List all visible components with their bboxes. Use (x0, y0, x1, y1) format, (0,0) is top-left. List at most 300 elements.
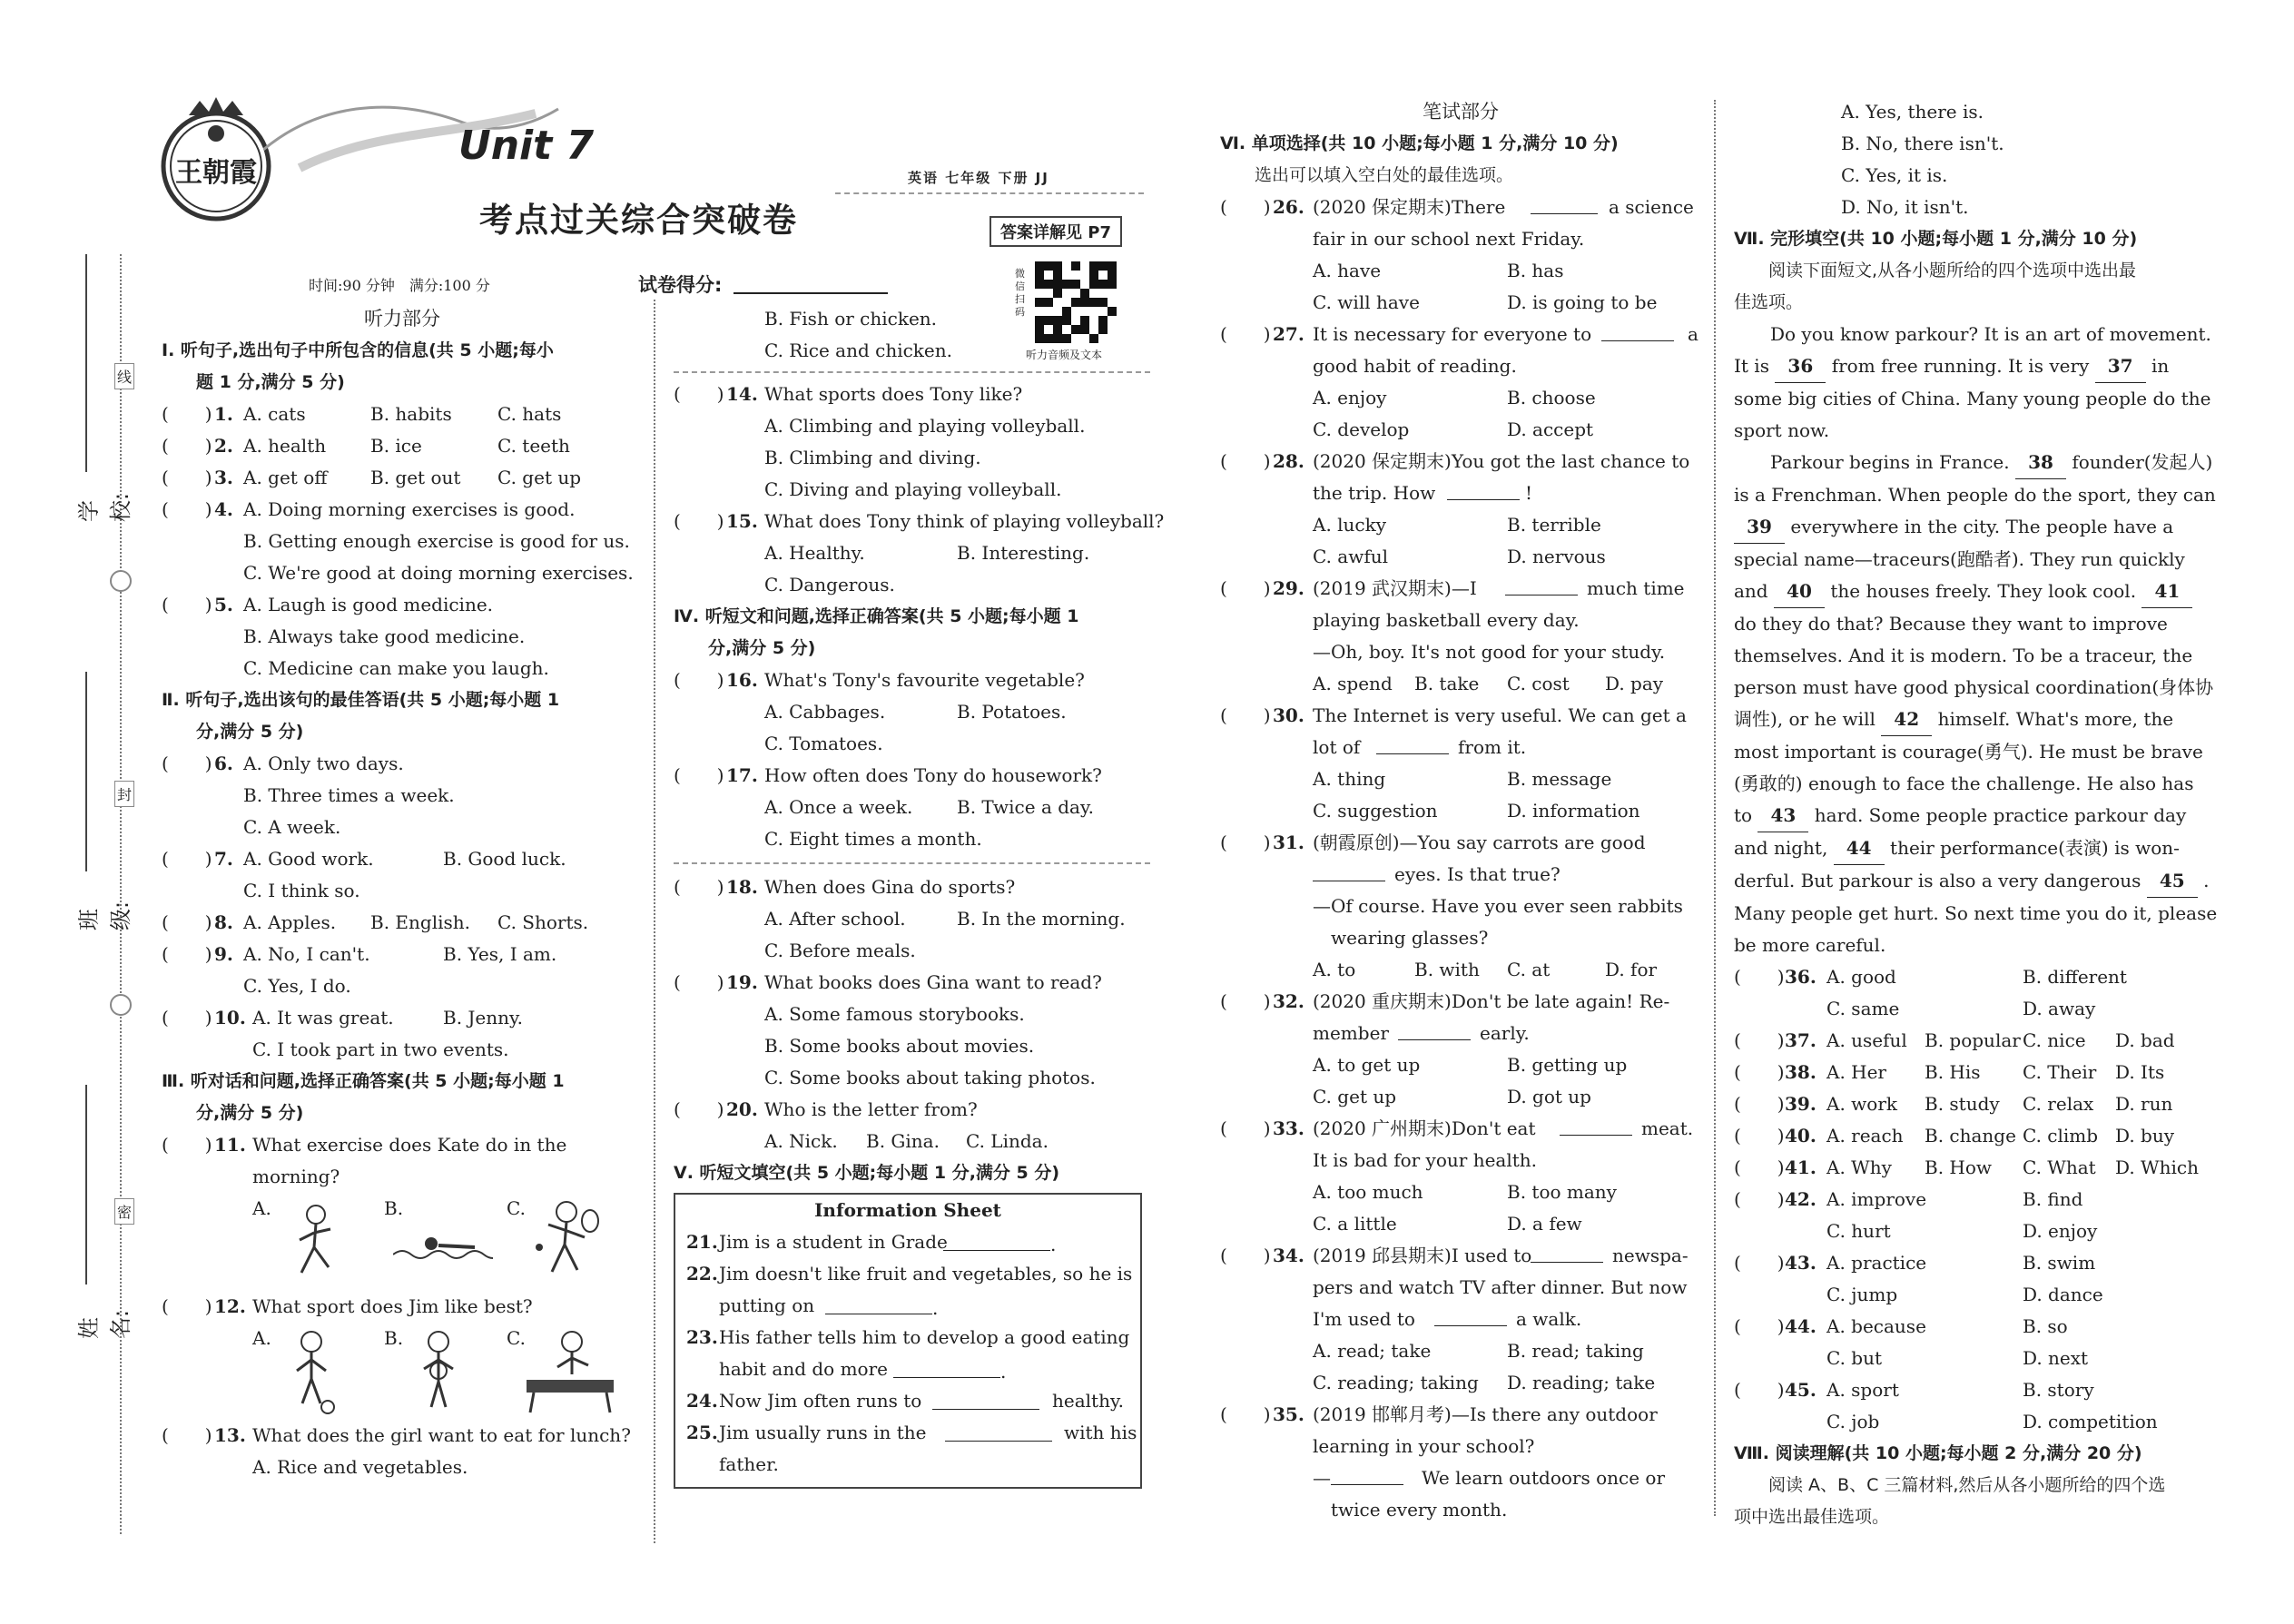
option-b[interactable]: B. ice (370, 435, 422, 457)
option-b[interactable]: B. swim (2023, 1252, 2096, 1274)
option-b[interactable]: B. has (1507, 260, 1564, 281)
option-c[interactable]: C. get up (497, 467, 582, 488)
option-b[interactable]: B. Twice a day. (957, 796, 1094, 818)
option-b[interactable]: B. Climbing and diving. (764, 447, 981, 468)
option-b[interactable]: B. too many (1507, 1181, 1617, 1203)
info-item-23: 23. His father tells him to develop a good eating habit and do more . (686, 1326, 1130, 1383)
option-c[interactable]: C. Some books about taking photos. (764, 1067, 1096, 1088)
option-c[interactable]: C. at (1507, 959, 1551, 980)
answer-paren[interactable]: ( ) (162, 753, 212, 774)
option-b[interactable]: B. Good luck. (443, 848, 566, 870)
option-d[interactable]: D. Its (2115, 1061, 2165, 1083)
option-c[interactable]: C. A week. (243, 816, 341, 838)
option-b[interactable]: B. Getting enough exercise is good for us. (243, 530, 630, 552)
class-field[interactable] (71, 672, 133, 971)
option-a[interactable]: A. Rice and vegetables. (252, 1456, 468, 1478)
football-boy-image[interactable] (284, 1329, 339, 1415)
option-a[interactable]: A. because (1826, 1315, 1926, 1337)
option-c[interactable]: C. (507, 1197, 526, 1219)
info-item-21: 21. Jim is a student in Grade . (675, 1226, 1140, 1258)
cloze-options (1734, 961, 2224, 1438)
answer-paren[interactable]: ( ) (1734, 1029, 1785, 1051)
option-a[interactable]: A. sport (1826, 1379, 1899, 1401)
blank-21[interactable] (943, 1226, 1050, 1251)
option-c[interactable]: C. a little (1313, 1213, 1397, 1235)
option-b[interactable]: B. read; taking (1507, 1340, 1644, 1362)
answer-paren[interactable]: ( ) (1734, 1156, 1785, 1178)
option-d[interactable]: D. Which (2115, 1156, 2199, 1178)
section-3-title: Ⅲ. 听对话和问题,选择正确答案(共 5 小题;每小题 1 (162, 1071, 565, 1091)
option-a[interactable]: A. Why (1826, 1156, 1892, 1178)
blank-35[interactable] (1331, 1462, 1403, 1485)
information-sheet (674, 1193, 1142, 1489)
option-c[interactable]: C. Diving and playing volleyball. (764, 478, 1062, 500)
option-d[interactable]: D. a few (1507, 1213, 1582, 1235)
passage-line: Many people get hurt. So next time you do it, please (1734, 902, 2218, 924)
option-a[interactable]: A. to get up (1313, 1054, 1421, 1076)
option-c[interactable]: C. We're good at doing morning exercises. (243, 562, 634, 584)
option-c[interactable]: C. same (1826, 998, 1900, 1019)
column-divider (654, 300, 655, 1543)
option-b[interactable]: B. His (1925, 1061, 1981, 1083)
option-d[interactable]: D. enjoy (2023, 1220, 2098, 1242)
cloze-question-36 (1734, 961, 2224, 1025)
blank-45[interactable]: 45 (2147, 865, 2198, 898)
option-b[interactable]: B. Jenny. (443, 1007, 524, 1029)
option-a[interactable]: A. Once a week. (764, 796, 913, 818)
section-7-instruction-cont: 佳选项。 (1734, 292, 1804, 312)
answer-paren[interactable]: ( ) (162, 911, 212, 933)
passage-line: derful. But parkour is also a very dangerous 45 . (1734, 865, 2224, 898)
blank-33[interactable] (1560, 1113, 1632, 1136)
option-a[interactable]: A. read; take (1313, 1340, 1432, 1362)
binding-hole (110, 570, 132, 592)
answer-paren[interactable]: ( ) (1220, 1117, 1271, 1139)
cloze-passage (1734, 319, 2224, 961)
option-c[interactable]: C. develop (1313, 418, 1410, 440)
answer-paren[interactable]: ( ) (162, 467, 212, 488)
question-17: ( ) 17. How often does Tony do housework? A. Once a week. B. Twice a day. C. Eight times a month. (674, 760, 1150, 855)
blank-34b[interactable] (1434, 1304, 1507, 1326)
listening-title: 听力部分 (364, 308, 440, 330)
option-b[interactable]: B. No, there isn't. (1841, 133, 2004, 154)
info-sheet-title: Information Sheet (814, 1199, 1001, 1221)
option-b[interactable]: B. Potatoes. (957, 701, 1067, 723)
passage-line: and night, 44 their performance(表演) is won- (1734, 832, 2224, 865)
option-c[interactable]: C. Rice and chicken. (764, 340, 952, 361)
answer-paren[interactable]: ( ) (1220, 196, 1271, 218)
seal-mark-seal: 封 (114, 781, 134, 807)
cloze-question-40 (1734, 1120, 2224, 1152)
option-b[interactable]: B. In the morning. (957, 908, 1126, 930)
option-c[interactable]: C. Yes, it is. (1841, 164, 1948, 186)
question-32: ( ) 32. (2020 重庆期末)Don't be late again! Re- member early. A. to get up B. getting up C. get up D. got up (1220, 986, 1701, 1113)
option-b[interactable]: B. Some books about movies. (764, 1035, 1035, 1057)
passage-line: sport now. (1734, 419, 1830, 441)
option-a[interactable]: A. to (1313, 959, 1356, 980)
option-c[interactable]: C. Dangerous. (764, 574, 895, 595)
blank-28[interactable] (1447, 477, 1520, 500)
answer-paren[interactable]: ( ) (1734, 1188, 1785, 1210)
option-b[interactable]: B. popular (1925, 1029, 2021, 1051)
answer-paren[interactable]: ( ) (1734, 1379, 1785, 1401)
cloze-question-41 (1734, 1152, 2224, 1184)
option-a[interactable]: A. Only two days. (243, 753, 404, 774)
score-field[interactable] (733, 292, 888, 294)
option-c[interactable]: C. Before meals. (764, 940, 916, 961)
option-a[interactable]: A. have (1313, 260, 1382, 281)
question-10: ( ) 10. A. It was great. B. Jenny. C. I took part in two events. (162, 1002, 643, 1066)
answer-paren[interactable]: ( ) (162, 1424, 212, 1446)
brand-logo-text: 王朝霞 (175, 157, 257, 189)
cloze-question-44 (1734, 1311, 2224, 1374)
option-d[interactable]: D. away (2023, 998, 2096, 1019)
option-c[interactable]: C. Linda. (966, 1130, 1049, 1152)
cloze-question-42 (1734, 1184, 2224, 1247)
answer-paren[interactable]: ( ) (1734, 1093, 1785, 1115)
answer-paren[interactable]: ( ) (162, 1134, 212, 1156)
option-a[interactable]: A. Healthy. (764, 542, 865, 564)
option-c[interactable]: C. I took part in two events. (252, 1038, 509, 1060)
answer-paren[interactable]: ( ) (1734, 1252, 1785, 1274)
option-b[interactable]: B. terrible (1507, 514, 1601, 536)
passage-line: It is 36 from free running. It is very 37 in (1734, 350, 2224, 383)
answer-paren[interactable]: ( ) (1220, 323, 1271, 345)
passage-line: some big cities of China. Many young people do the (1734, 388, 2211, 409)
question-15: ( ) 15. What does Tony think of playing volleyball? A. Healthy. B. Interesting. C. Dangerous. (674, 506, 1150, 601)
option-d[interactable]: D. run (2115, 1093, 2173, 1115)
passage-line: to 43 hard. Some people practice parkour day (1734, 800, 2224, 832)
option-c[interactable]: C. Their (2023, 1061, 2097, 1083)
passage-line: person must have good physical coordination(身体协 (1734, 676, 2214, 698)
option-c[interactable]: C. Medicine can make you laugh. (243, 657, 549, 679)
blank-31[interactable] (1313, 859, 1385, 881)
info-item-24: 24. Now Jim often runs to healthy. (675, 1385, 1140, 1417)
option-c[interactable]: C. Yes, I do. (243, 975, 351, 997)
option-c[interactable]: C. cost (1507, 673, 1570, 694)
question-14: ( ) 14. What sports does Tony like? A. Climbing and playing volleyball. B. Climbing and diving. C. Diving and playing volleyball. (674, 379, 1150, 506)
option-b[interactable]: B. Gina. (866, 1130, 940, 1152)
option-c[interactable]: C. Shorts. (497, 911, 589, 933)
section-7-instruction: 阅读下面短文,从各小题所给的四个选项中选出最 (1768, 261, 2137, 281)
blank-32[interactable] (1398, 1018, 1471, 1040)
blank-34a[interactable] (1531, 1240, 1603, 1263)
option-a[interactable]: A. useful (1826, 1029, 1907, 1051)
blank-29[interactable] (1505, 573, 1578, 595)
question-31: ( ) 31. (朝霞原创)—You say carrots are good eyes. Is that true? —Of course. Have you ever seen rabbits wearing glasses? A. to B. with C. at D. for (1220, 827, 1701, 986)
option-d[interactable]: D. reading; take (1507, 1372, 1656, 1393)
option-a[interactable]: A. thing (1313, 768, 1386, 790)
passage-line: themselves. And it is modern. To be a traceur, the (1734, 645, 2193, 666)
option-b[interactable]: B. story (2023, 1379, 2094, 1401)
option-b[interactable]: B. with (1414, 959, 1480, 980)
blank-22[interactable] (825, 1290, 932, 1314)
answer-paren[interactable]: ( ) (1734, 1061, 1785, 1083)
answer-paren[interactable]: ( ) (674, 764, 724, 786)
answer-paren[interactable]: ( ) (674, 1098, 724, 1120)
tennis-girl-image[interactable] (534, 1197, 602, 1279)
cloze-question-43 (1734, 1247, 2224, 1311)
option-a[interactable]: A. Apples. (243, 911, 337, 933)
option-d[interactable]: D. is going to be (1507, 291, 1658, 313)
question-16: ( ) 16. What's Tony's favourite vegetable? A. Cabbages. B. Potatoes. C. Tomatoes. (674, 664, 1150, 760)
option-d[interactable]: D. got up (1507, 1086, 1591, 1107)
passage-line: do they do that? Because they want to improve (1734, 613, 2168, 635)
option-c[interactable]: C. reading; taking (1313, 1372, 1479, 1393)
option-a[interactable]: A. cats (243, 403, 306, 425)
option-b[interactable]: B. change (1925, 1125, 2016, 1147)
option-c[interactable]: C. Eight times a month. (764, 828, 982, 850)
question-2: ( ) 2. A. health B. ice C. teeth (162, 430, 643, 462)
passage-line: special name—traceurs(跑酷者). They run quickly (1734, 548, 2185, 570)
option-c[interactable]: C. hurt (1826, 1220, 1891, 1242)
option-b[interactable]: B. How (1925, 1156, 1993, 1178)
option-c[interactable]: C. Tomatoes. (764, 733, 883, 754)
option-b[interactable]: B. Yes, I am. (443, 943, 557, 965)
option-a[interactable]: A. get off (243, 467, 328, 488)
blank-26[interactable] (1531, 192, 1598, 214)
option-b[interactable]: B. English. (370, 911, 470, 933)
answer-paren[interactable]: ( ) (674, 510, 724, 532)
option-c[interactable]: C. will have (1313, 291, 1420, 313)
question-4: ( ) 4. A. Doing morning exercises is good. B. Getting enough exercise is good for us. C. We're good at doing morning exercises. (162, 494, 643, 589)
option-b[interactable]: B. message (1507, 768, 1612, 790)
blank-43[interactable]: 43 (1757, 800, 1808, 832)
option-b[interactable]: B. choose (1507, 387, 1596, 408)
option-a[interactable]: A. Good work. (243, 848, 374, 870)
option-a[interactable]: A. It was great. (252, 1007, 394, 1029)
option-a[interactable]: A. Some famous storybooks. (764, 1003, 1025, 1025)
option-a[interactable]: A. reach (1826, 1125, 1904, 1147)
option-b[interactable]: B. getting up (1507, 1054, 1628, 1076)
question-number: 38. (1785, 1061, 1816, 1083)
blank-30[interactable] (1376, 732, 1449, 754)
blank-25[interactable] (945, 1417, 1052, 1442)
blank-39[interactable]: 39 (1734, 511, 1785, 544)
blank-37[interactable]: 37 (2095, 350, 2146, 383)
section-6-instruction: 选出可以填入空白处的最佳选项。 (1255, 165, 1514, 185)
unit-title: Unit 7 (458, 123, 595, 169)
question-5: ( ) 5. A. Laugh is good medicine. B. Always take good medicine. C. Medicine can make you laugh. (162, 589, 643, 684)
question-6: ( ) 6. A. Only two days. B. Three times a week. C. A week. (162, 748, 643, 843)
answer-paren[interactable]: ( ) (162, 594, 212, 615)
answer-paren[interactable]: ( ) (674, 971, 724, 993)
passage-line: is a Frenchman. When people do the sport, they can (1734, 484, 2216, 506)
question-26: ( ) 26. (2020 保定期末)There a science fair in our school next Friday. A. have B. has C. will have D. is going to be (1220, 192, 1701, 319)
question-3: ( ) 3. A. get off B. get out C. get up (162, 462, 643, 494)
column-1 (162, 303, 643, 1483)
blank-38[interactable]: 38 (2015, 447, 2066, 479)
answer-paren[interactable]: ( ) (162, 943, 212, 965)
option-a[interactable]: A. Her (1826, 1061, 1886, 1083)
option-a[interactable]: A. Laugh is good medicine. (243, 594, 494, 615)
option-a[interactable]: A. No, I can't. (243, 943, 370, 965)
question-separator (674, 862, 1150, 864)
option-c[interactable]: C. climb (2023, 1125, 2099, 1147)
section-4-title: Ⅳ. 听短文和问题,选择正确答案(共 5 小题;每小题 1 (674, 606, 1079, 626)
option-a[interactable]: A. lucky (1313, 514, 1387, 536)
option-d[interactable]: D. dance (2023, 1284, 2103, 1305)
option-b[interactable]: B. Three times a week. (243, 784, 455, 806)
option-b[interactable]: B. Always take good medicine. (243, 625, 526, 647)
option-a[interactable]: A. practice (1826, 1252, 1927, 1274)
section-8-title: Ⅷ. 阅读理解(共 10 小题;每小题 2 分,满分 20 分) (1734, 1443, 2142, 1463)
seal-mark-line: 线 (114, 363, 134, 389)
option-d[interactable]: D. accept (1507, 418, 1594, 440)
option-c[interactable]: C. awful (1313, 546, 1389, 567)
question-11: ( ) 11. What exercise does Kate do in the morning? A. B. C. (162, 1129, 643, 1291)
question-number: 40. (1785, 1125, 1816, 1147)
section-1-title-cont: 题 1 分,满分 5 分) (196, 372, 345, 392)
blank-42[interactable]: 42 (1881, 704, 1932, 736)
option-a[interactable]: A. Cabbages. (764, 701, 886, 723)
basketball-boy-image[interactable] (411, 1329, 466, 1415)
option-a[interactable]: A. Yes, there is. (1841, 101, 1984, 123)
answer-paren[interactable]: ( ) (674, 383, 724, 405)
option-c[interactable]: C. suggestion (1313, 800, 1438, 822)
option-a[interactable]: A. spend (1313, 673, 1393, 694)
binding-hole (110, 994, 132, 1016)
option-a[interactable]: A. (252, 1327, 271, 1349)
answer-paren[interactable]: ( ) (1220, 832, 1271, 853)
passage-line: 调性), or he will 42 himself. What's more, the (1734, 704, 2224, 736)
option-d[interactable]: D. nervous (1507, 546, 1606, 567)
seal-mark-secret: 密 (114, 1198, 134, 1225)
option-d[interactable]: D. buy (2115, 1125, 2175, 1147)
option-b[interactable]: B. take (1414, 673, 1480, 694)
answer-paren[interactable]: ( ) (1734, 1315, 1785, 1337)
question-number: 41. (1785, 1156, 1816, 1178)
answer-paren[interactable]: ( ) (162, 1295, 212, 1317)
option-a[interactable]: A. good (1826, 966, 1896, 988)
question-1: ( ) 1. A. cats B. habits C. hats (162, 399, 643, 430)
answer-paren[interactable]: ( ) (162, 848, 212, 870)
option-d[interactable]: D. pay (1605, 673, 1664, 694)
answer-paren[interactable]: ( ) (162, 1007, 212, 1029)
option-c[interactable]: C. (507, 1327, 526, 1349)
option-a[interactable]: A. work (1826, 1093, 1897, 1115)
question-12: ( ) 12. What sport does Jim like best? A. B. C. (162, 1291, 643, 1420)
option-a[interactable]: A. enjoy (1313, 387, 1387, 408)
answer-paren[interactable]: ( ) (674, 669, 724, 691)
option-c[interactable]: C. relax (2023, 1093, 2094, 1115)
passage-line: most important is courage(勇气). He must be brave (1734, 741, 2203, 763)
swimming-image[interactable] (393, 1229, 493, 1265)
question-28: ( ) 28. (2020 保定期末)You got the last chance to the trip. How ! A. lucky B. terrible C. awful D. nervous (1220, 446, 1701, 573)
cloze-question-38 (1734, 1057, 2224, 1088)
answer-paren[interactable]: ( ) (1734, 966, 1785, 988)
question-18: ( ) 18. When does Gina do sports? A. After school. B. In the morning. C. Before meals. (674, 871, 1150, 967)
option-b[interactable]: B. (384, 1197, 404, 1219)
column-divider (1714, 100, 1716, 1516)
option-a[interactable]: A. too much (1313, 1181, 1423, 1203)
info-item-22: 22. Jim doesn't like fruit and vegetables, so he is putting on . (686, 1263, 1133, 1319)
option-a[interactable]: A. Nick. (764, 1130, 838, 1152)
question-number: 39. (1785, 1093, 1816, 1115)
option-d[interactable]: D. next (2023, 1347, 2089, 1369)
table-tennis-image[interactable] (525, 1329, 615, 1415)
question-number: 45. (1785, 1379, 1816, 1401)
option-c[interactable]: C. jump (1826, 1284, 1898, 1305)
option-b[interactable]: B. different (2023, 966, 2127, 988)
answer-paren[interactable]: ( ) (1220, 990, 1271, 1012)
passage-line: 39 everywhere in the city. The people have a (1734, 511, 2224, 544)
name-field[interactable] (71, 1085, 133, 1384)
option-b[interactable]: B. get out (370, 467, 461, 488)
option-c[interactable]: C. hats (497, 403, 562, 425)
passage-line: Do you know parkour? It is an art of movement. (1770, 323, 2211, 345)
option-b[interactable]: B. habits (370, 403, 452, 425)
option-c[interactable]: C. teeth (497, 435, 570, 457)
option-a[interactable]: A. After school. (764, 908, 906, 930)
blank-23[interactable] (893, 1353, 1000, 1378)
option-a[interactable]: A. improve (1826, 1188, 1927, 1210)
blank-27[interactable] (1601, 319, 1674, 341)
answer-paren[interactable]: ( ) (1220, 1245, 1271, 1266)
option-b[interactable]: B. Interesting. (957, 542, 1090, 564)
passage-line: and 40 the houses freely. They look cool. 41 (1734, 576, 2224, 608)
answer-paren[interactable]: ( ) (162, 435, 212, 457)
option-b[interactable]: B. so (2023, 1315, 2068, 1337)
answer-paren[interactable]: ( ) (674, 876, 724, 898)
option-a[interactable]: A. Doing morning exercises is good. (243, 498, 576, 520)
answer-paren[interactable]: ( ) (1220, 704, 1271, 726)
question-35: ( ) 35. (2019 邯郸月考)—Is there any outdoor learning in your school? — We learn outdoors once or twice every month. (1220, 1399, 1701, 1526)
option-c[interactable]: C. but (1826, 1347, 1883, 1369)
option-b[interactable]: B. Fish or chicken. (764, 308, 938, 330)
answer-paren[interactable]: ( ) (1220, 1403, 1271, 1425)
option-a[interactable]: A. Climbing and playing volleyball. (764, 415, 1086, 437)
question-33: ( ) 33. (2020 广州期末)Don't eat meat. It is bad for your health. A. too much B. too many C. a little D. a few (1220, 1113, 1701, 1240)
option-a[interactable]: A. (252, 1197, 271, 1219)
blank-24[interactable] (932, 1385, 1039, 1410)
option-d[interactable]: D. No, it isn't. (1841, 196, 1969, 218)
answer-paren[interactable]: ( ) (162, 403, 212, 425)
option-c[interactable]: C. get up (1313, 1086, 1397, 1107)
answer-ref[interactable]: 答案详解见 P7 (989, 216, 1122, 247)
option-c[interactable]: C. job (1826, 1411, 1880, 1432)
column-4 (1734, 96, 2224, 1533)
option-b[interactable]: B. study (1925, 1093, 2000, 1115)
option-c[interactable]: C. What (2023, 1156, 2096, 1178)
answer-paren[interactable]: ( ) (1220, 450, 1271, 472)
blank-44[interactable]: 44 (1834, 832, 1885, 865)
written-title: 笔试部分 (1423, 101, 1499, 123)
blank-40[interactable]: 40 (1774, 576, 1825, 608)
blank-41[interactable]: 41 (2141, 576, 2192, 608)
running-girl-image[interactable] (289, 1202, 343, 1279)
answer-paren[interactable]: ( ) (1220, 577, 1271, 599)
option-d[interactable]: D. competition (2023, 1411, 2158, 1432)
option-c[interactable]: C. I think so. (243, 880, 360, 901)
option-d[interactable]: D. for (1605, 959, 1658, 980)
name-label: 姓名: (76, 1309, 133, 1339)
option-a[interactable]: A. health (243, 435, 327, 457)
option-b[interactable]: B. (384, 1327, 404, 1349)
question-34: ( ) 34. (2019 邱县期末)I used to newspa- pers and watch TV after dinner. But now I'm used to a walk. A. read; take B. read; taking C. reading; taking D. reading; take (1220, 1240, 1701, 1399)
option-d[interactable]: D. information (1507, 800, 1640, 822)
option-b[interactable]: B. find (2023, 1188, 2083, 1210)
answer-paren[interactable]: ( ) (1734, 1125, 1785, 1147)
option-c[interactable]: C. nice (2023, 1029, 2086, 1051)
question-13-cont (674, 303, 1150, 367)
exam-meta: 时间:90 分钟 满分:100 分 (309, 277, 490, 294)
blank-36[interactable]: 36 (1775, 350, 1826, 383)
school-field[interactable] (71, 254, 133, 554)
answer-paren[interactable]: ( ) (162, 498, 212, 520)
option-d[interactable]: D. bad (2115, 1029, 2175, 1051)
passage-line: Parkour begins in France. 38 founder(发起人) (1734, 447, 2224, 479)
